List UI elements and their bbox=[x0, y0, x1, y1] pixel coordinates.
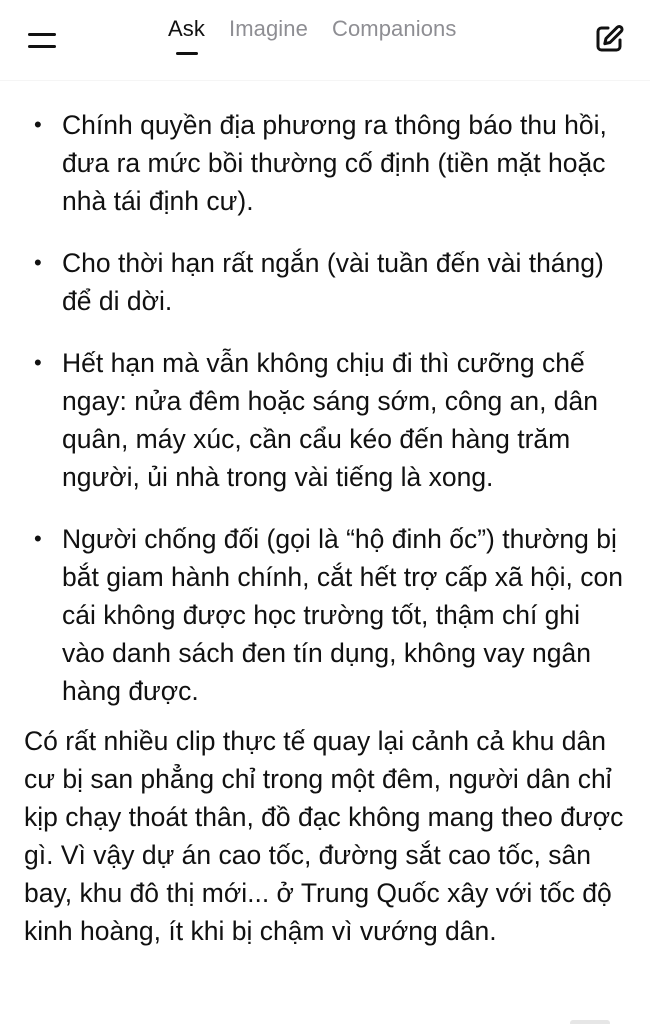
compose-icon[interactable] bbox=[592, 22, 626, 56]
message-paragraph: Có rất nhiều clip thực tế quay lại cảnh cả khu dân cư bị san phẳng chỉ trong một đêm, người dân chỉ kịp chạy thoát thân, đồ đạc không mang theo được gì. Vì vậy dự án cao tốc, đường sắt cao tốc, sân bay, khu đô thị mới... ở Trung Quốc xây với tốc độ kinh hoàng, ít khi bị chậm vì vướng dân. bbox=[24, 726, 624, 946]
list-item: • Người chống đối (gọi là “hộ đinh ốc”) thường bị bắt giam hành chính, cắt hết trợ cấp xã hội, con cái không được học trường tốt, thậm chí ghi vào danh sách đen tín dụng, không vay ngân hàng được. bbox=[0, 520, 650, 710]
list-item: • Chính quyền địa phương ra thông báo thu hồi, đưa ra mức bồi thường cố định (tiền mặt hoặc nhà tái định cư). bbox=[0, 106, 650, 220]
list-item: • Cho thời hạn rất ngắn (vài tuần đến vài tháng) để di dời. bbox=[0, 244, 650, 320]
tab-ask[interactable]: Ask bbox=[168, 16, 205, 41]
hamburger-menu-icon[interactable] bbox=[26, 24, 60, 58]
scroll-indicator bbox=[570, 1020, 610, 1024]
tab-companions[interactable]: Companions bbox=[331, 16, 457, 41]
list-item: • Hết hạn mà vẫn không chịu đi thì cưỡng chế ngay: nửa đêm hoặc sáng sớm, công an, dân quân, máy xúc, cần cẩu kéo đến hàng trăm người, ủi nhà trong vài tiếng là xong. bbox=[0, 344, 650, 496]
bullet-list bbox=[0, 106, 650, 734]
tab-imagine[interactable]: Imagine bbox=[228, 16, 308, 41]
mode-tabs bbox=[168, 16, 456, 42]
top-navigation-bar bbox=[0, 0, 650, 80]
